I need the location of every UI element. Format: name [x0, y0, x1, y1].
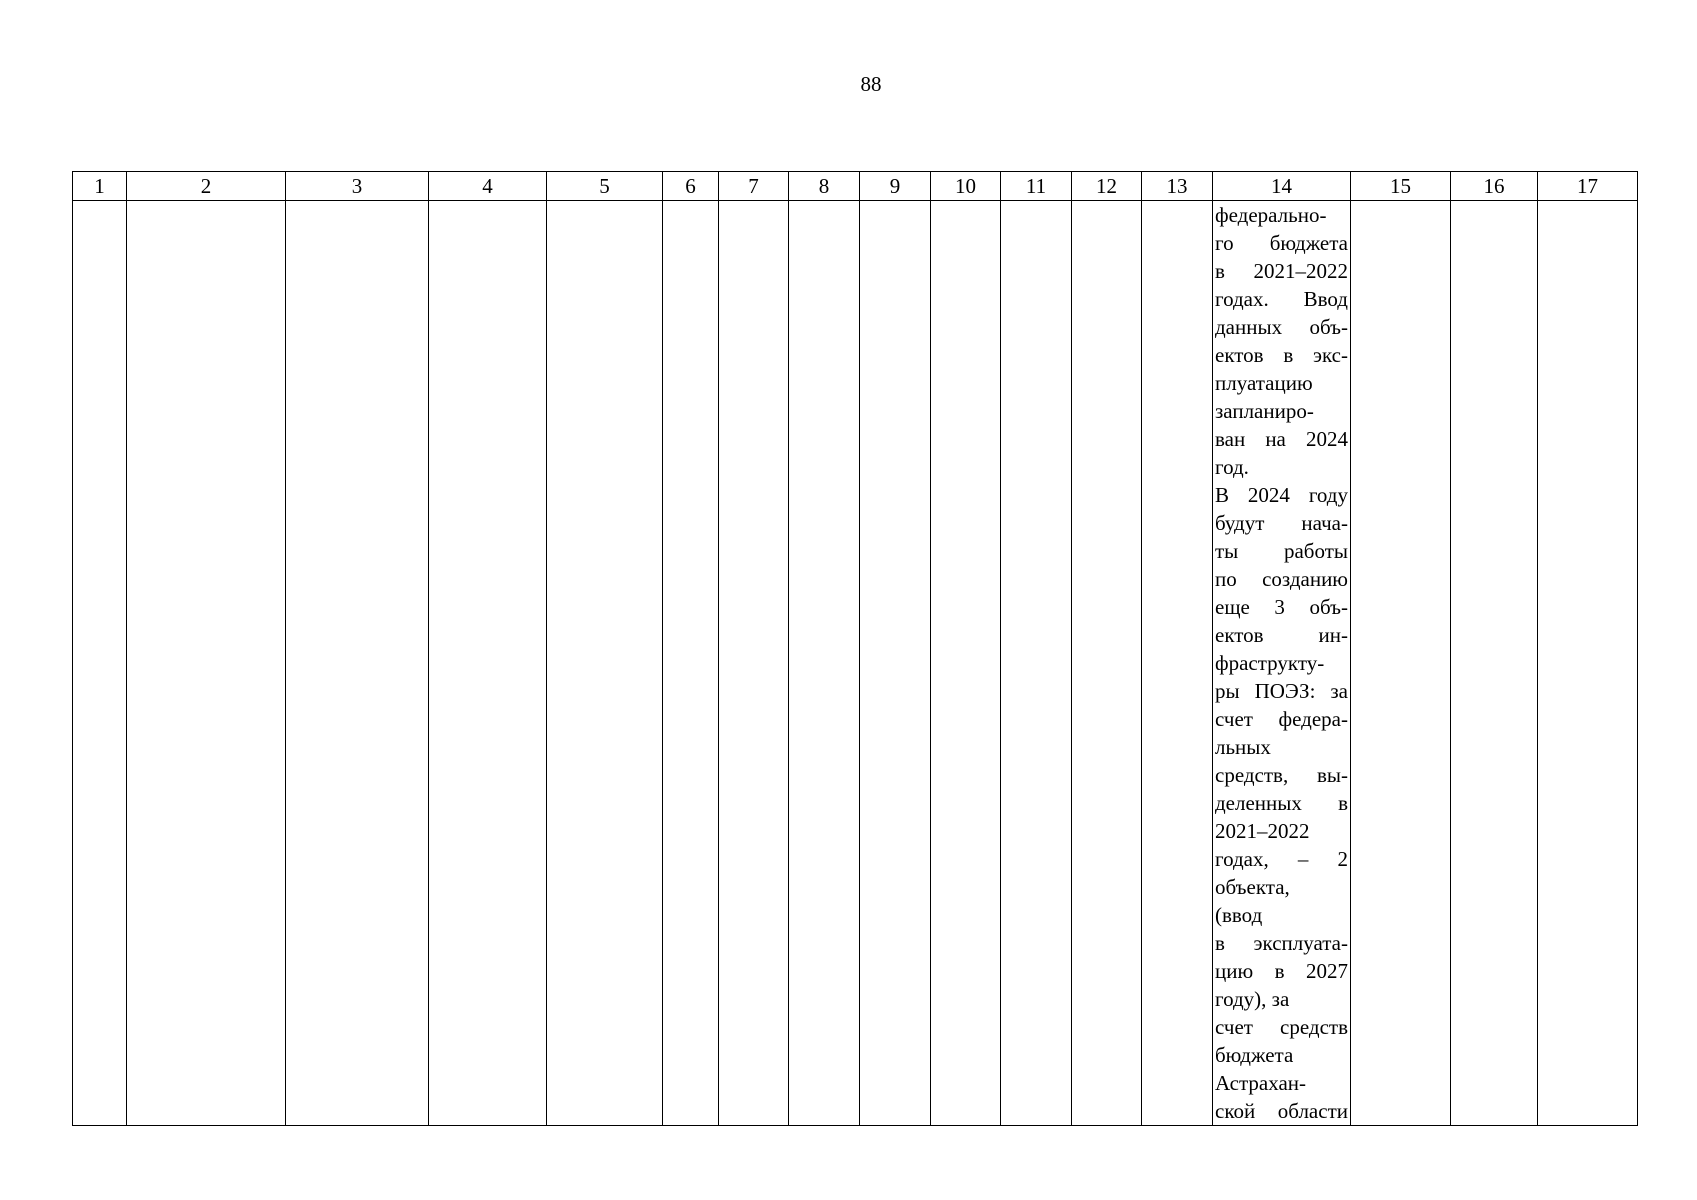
column-header-13: 13 [1142, 172, 1213, 201]
table-row [73, 201, 1638, 1126]
column-14-text [1213, 201, 1350, 1125]
column-14-line: цию в 2027 [1215, 959, 1348, 983]
column-header-2: 2 [127, 172, 286, 201]
column-14-line: 2021–2022 [1215, 819, 1310, 843]
column-header-12: 12 [1072, 172, 1142, 201]
column-14-line: по созданию [1215, 567, 1348, 591]
column-header-16: 16 [1451, 172, 1538, 201]
column-header-10: 10 [931, 172, 1001, 201]
column-header-6: 6 [663, 172, 719, 201]
data-table [72, 171, 1638, 1126]
table-cell-1 [73, 201, 127, 1126]
table-cell-11 [1001, 201, 1072, 1126]
column-14-line: федерально- [1215, 203, 1327, 227]
table-cell-13 [1142, 201, 1213, 1126]
column-14-line: (ввод [1215, 903, 1263, 927]
table-cell-8 [789, 201, 860, 1126]
column-14-line: деленных в [1215, 791, 1348, 815]
table-cell-9 [860, 201, 931, 1126]
column-14-line: средств, вы- [1215, 763, 1348, 787]
column-14-line: ван на 2024 [1215, 427, 1348, 451]
column-14-line: годах, – 2 [1215, 847, 1348, 871]
column-header-15: 15 [1351, 172, 1451, 201]
column-14-line: ектов в экс- [1215, 343, 1348, 367]
column-header-11: 11 [1001, 172, 1072, 201]
column-14-line: В 2024 году [1215, 483, 1348, 507]
column-header-1: 1 [73, 172, 127, 201]
column-14-line: в 2021–2022 [1215, 259, 1348, 283]
column-14-line: данных объ- [1215, 315, 1348, 339]
column-header-3: 3 [286, 172, 429, 201]
table-cell-17 [1538, 201, 1638, 1126]
column-header-14: 14 [1213, 172, 1351, 201]
column-header-9: 9 [860, 172, 931, 201]
table-cell-12 [1072, 201, 1142, 1126]
table-cell-4 [429, 201, 547, 1126]
column-14-line: запланиро- [1215, 399, 1314, 423]
column-14-line: году), за [1215, 987, 1290, 1011]
column-header-4: 4 [429, 172, 547, 201]
column-14-line: счет федера- [1215, 707, 1348, 731]
column-14-line: ской области [1215, 1099, 1348, 1123]
column-14-line: льных [1215, 735, 1271, 759]
header-row [73, 172, 1638, 201]
column-14-line: год. [1215, 455, 1249, 479]
column-14-line: объекта, [1215, 875, 1290, 899]
table-cell-14 [1213, 201, 1351, 1126]
column-header-17: 17 [1538, 172, 1638, 201]
column-14-line: ты работы [1215, 539, 1348, 563]
column-14-line: плуатацию [1215, 371, 1313, 395]
table-cell-15 [1351, 201, 1451, 1126]
column-14-line: будут нача- [1215, 511, 1348, 535]
table-cell-6 [663, 201, 719, 1126]
table-cell-10 [931, 201, 1001, 1126]
column-14-line: го бюджета [1215, 231, 1348, 255]
column-14-line: годах. Ввод [1215, 287, 1348, 311]
column-header-5: 5 [547, 172, 663, 201]
table-cell-7 [719, 201, 789, 1126]
column-14-line: ры ПОЭЗ: за [1215, 679, 1348, 703]
table-cell-3 [286, 201, 429, 1126]
table-cell-5 [547, 201, 663, 1126]
page-number: 88 [860, 72, 882, 96]
column-header-8: 8 [789, 172, 860, 201]
column-14-line: счет средств [1215, 1015, 1348, 1039]
column-header-7: 7 [719, 172, 789, 201]
column-14-line: ектов ин- [1215, 623, 1348, 647]
table-cell-16 [1451, 201, 1538, 1126]
column-14-line: фраструкту- [1215, 651, 1325, 675]
column-14-line: Астрахан- [1215, 1071, 1306, 1095]
column-14-line: бюджета [1215, 1043, 1294, 1067]
column-14-line: в эксплуата- [1215, 931, 1348, 955]
column-14-line: еще 3 объ- [1215, 595, 1348, 619]
table-cell-2 [127, 201, 286, 1126]
